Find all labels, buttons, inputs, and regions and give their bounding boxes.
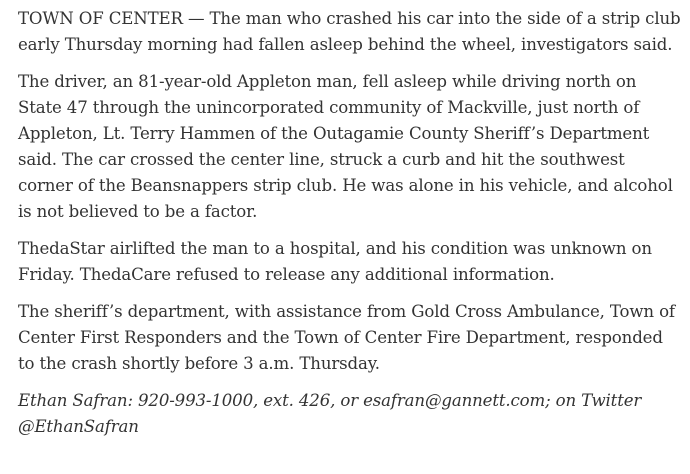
article-paragraph-hospital: ThedaStar airlifted the man to a hospital, and his condition was unknown on Friday. ThedaCare refused to release any additional information. bbox=[18, 239, 652, 284]
article-paragraph-lede: TOWN OF CENTER — The man who crashed his car into the side of a strip club early Thursday morning had fallen asleep behind the wheel, investigators said. bbox=[18, 9, 681, 54]
article-paragraph-response: The sheriff’s department, with assistance from Gold Cross Ambulance, Town of Center First Responders and the Town of Center Fire Department, responded to the crash shortly before 3 a.m. Thursday. bbox=[18, 302, 675, 373]
article-paragraph-driver: The driver, an 81-year-old Appleton man, fell asleep while driving north on State 47 through the unincorporated community of Mackville, just north of Appleton, Lt. Terry Hammen of the Outagamie County Sheriff’s Department said. The car crossed the center line, struck a curb and hit the southwest corner of the Beansnappers strip club. He was alone in his vehicle, and alcohol is not believed to be a factor. bbox=[18, 72, 673, 221]
author-byline: Ethan Safran: 920-993-1000, ext. 426, or esafran@gannett.com; on Twitter @EthanSafran bbox=[18, 391, 642, 436]
article-body bbox=[18, 6, 682, 451]
